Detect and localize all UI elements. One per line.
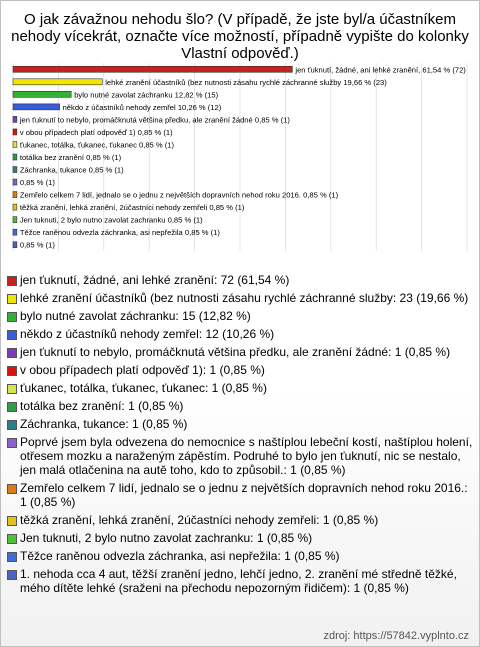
bar — [13, 179, 17, 185]
legend-swatch — [7, 330, 17, 340]
legend-item — [7, 273, 475, 287]
bar-label: jen ťuknutí to nebylo, promáčknutá většina předku, ale zranění žádné 0,85 % (1) — [19, 115, 290, 125]
bar-label: Těžce raněnou odvezla záchranka, asi nepřežila 0,85 % (1) — [19, 228, 220, 238]
legend-label: jen ťuknutí to nebylo, promáčknutá většina předku, ale zranění žádné: 1 (0,85 %) — [20, 345, 451, 359]
bar-label: totálka bez zranění 0,85 % (1) — [19, 153, 122, 162]
legend-item — [7, 309, 475, 323]
legend-item — [7, 531, 475, 545]
bar-group — [13, 78, 387, 87]
bar — [13, 91, 71, 97]
legend-swatch — [7, 348, 17, 358]
bar-label: 0,85 % (1) — [19, 178, 55, 188]
chart-legend — [7, 273, 475, 599]
legend-item — [7, 549, 475, 563]
legend-swatch — [7, 420, 17, 430]
bar-chart — [9, 63, 471, 251]
legend-label: těžká zranění, lehká zranění, 2účastníci nehody zemřeli: 1 (0,85 %) — [20, 513, 379, 527]
legend-label: Těžce raněnou odvezla záchranka, asi nepřežila: 1 (0,85 %) — [20, 549, 340, 563]
legend-swatch — [7, 384, 17, 394]
plot-area — [9, 63, 471, 251]
legend-label: Poprvé jsem byla odvezena do nemocnice s naštíplou lebeční kostí, naštíplou holení, otřesem mozku a naraženým zápěstím. Podruhé to bylo jen ťuknutí, nic se nestalo, jen malá otlačenina na autě toho, kdo to způsobil.: 1 (0,85 %) — [20, 435, 473, 477]
bar — [13, 167, 17, 173]
legend-swatch — [7, 312, 17, 322]
bar-group — [13, 128, 173, 137]
legend-swatch — [7, 294, 17, 304]
bar-group — [13, 203, 245, 212]
bar — [13, 217, 17, 223]
bar-label: jen ťuknutí, žádné, ani lehké zranění, 61,54 % (72) — [295, 65, 466, 75]
bar — [13, 79, 102, 85]
legend-label: ťukanec, totálka, ťukanec, ťukanec: 1 (0,85 %) — [20, 381, 267, 395]
legend-swatch — [7, 516, 17, 526]
legend-label: 1. nehoda cca 4 aut, těžší zranění jedno, lehčí jedno, 2. zranění mé středně těžké, mého dítěte lehké (sraženi na přechodu nepozorným řidičem): 1 (0,85 %) — [20, 567, 457, 595]
bar-group — [13, 228, 220, 237]
bar-group — [13, 140, 175, 149]
bar — [13, 192, 17, 198]
legend-item — [7, 381, 475, 395]
bar-group — [13, 115, 290, 124]
bar — [13, 104, 60, 110]
bar-group — [13, 178, 55, 187]
bar-label: Jen tuknuti, 2 bylo nutno zavolat zachranku 0,85 % (1) — [19, 215, 203, 225]
legend-item — [7, 417, 475, 431]
legend-label: v obou případech platí odpověď 1): 1 (0,85 %) — [20, 363, 265, 377]
legend-item — [7, 481, 475, 509]
bar-group — [13, 216, 203, 225]
legend-swatch — [7, 552, 17, 562]
source-note: zdroj: https://57842.vyplnto.cz — [323, 630, 469, 642]
legend-label: jen ťuknutí, žádné, ani lehké zranění: 72 (61,54 %) — [20, 273, 290, 287]
bar-label: někdo z účastníků nehody zemřel 10,26 % (12) — [62, 102, 222, 112]
bar-label: lehké zranění účastníků (bez nutnosti zásahu rychlé záchranné služby 19,66 % (23) — [105, 77, 387, 87]
legend-item — [7, 363, 475, 377]
bar-group — [13, 191, 339, 200]
legend-item — [7, 567, 475, 595]
bar-label: v obou případech platí odpověď 1) 0,85 % (1) — [19, 127, 173, 137]
bar-group — [13, 153, 122, 162]
legend-label: Záchranka, tukance: 1 (0,85 %) — [20, 417, 188, 431]
bar-label: těžká zranění, lehká zranění, 2účastníci nehody zemřeli 0,85 % (1) — [19, 203, 245, 213]
legend-swatch — [7, 534, 17, 544]
legend-label: někdo z účastníků nehody zemřel: 12 (10,26 %) — [20, 327, 275, 341]
chart-title: O jak závažnou nehodu šlo? (V případě, že jste byl/a účastníkem nehody vícekrát, označte více možností, případně vypište do kolonky Vlastní odpověď.) — [11, 11, 469, 62]
legend-label: totálka bez zranění: 1 (0,85 %) — [20, 399, 184, 413]
legend-label: Jen tuknuti, 2 bylo nutno zavolat zachranku: 1 (0,85 %) — [20, 531, 313, 545]
legend-label: lehké zranění účastníků (bez nutnosti zásahu rychlé záchranné služby: 23 (19,66 %) — [20, 291, 469, 305]
bar — [13, 229, 17, 235]
legend-swatch — [7, 438, 17, 448]
bar-group — [13, 166, 124, 175]
legend-item — [7, 513, 475, 527]
legend-item — [7, 291, 475, 305]
legend-item — [7, 435, 475, 477]
bar — [13, 66, 292, 72]
bar — [13, 116, 17, 122]
legend-swatch — [7, 276, 17, 286]
bar — [13, 141, 17, 147]
bar — [13, 129, 17, 135]
bar-label: Zemřelo celkem 7 lidí, jednalo se o jednu z největších dopravních nehod roku 2016. 0,85 % (1) — [19, 190, 339, 200]
bar-label: bylo nutné zavolat záchranku 12,82 % (15) — [74, 90, 219, 100]
legend-item — [7, 327, 475, 341]
legend-item — [7, 399, 475, 413]
bar-label: ťukanec, totálka, ťukanec, ťukanec 0,85 % (1) — [19, 140, 175, 150]
legend-swatch — [7, 570, 17, 580]
bar-group — [13, 241, 55, 250]
bar — [13, 154, 17, 160]
legend-swatch — [7, 484, 17, 494]
legend-label: Zemřelo celkem 7 lidí, jednalo se o jednu z největších dopravních nehod roku 2016.: 1 (0,85 %) — [20, 481, 468, 509]
legend-swatch — [7, 366, 17, 376]
bar-group — [13, 65, 466, 74]
legend-label: bylo nutné zavolat záchranku: 15 (12,82 %) — [20, 309, 251, 323]
bar-label: Záchranka, tukance 0,85 % (1) — [19, 165, 124, 175]
legend-item — [7, 345, 475, 359]
bar-group — [13, 103, 222, 112]
bar-label: 0,85 % (1) — [19, 240, 55, 250]
bar — [13, 242, 17, 248]
bar-group — [13, 90, 219, 99]
legend-swatch — [7, 402, 17, 412]
bar — [13, 204, 17, 210]
